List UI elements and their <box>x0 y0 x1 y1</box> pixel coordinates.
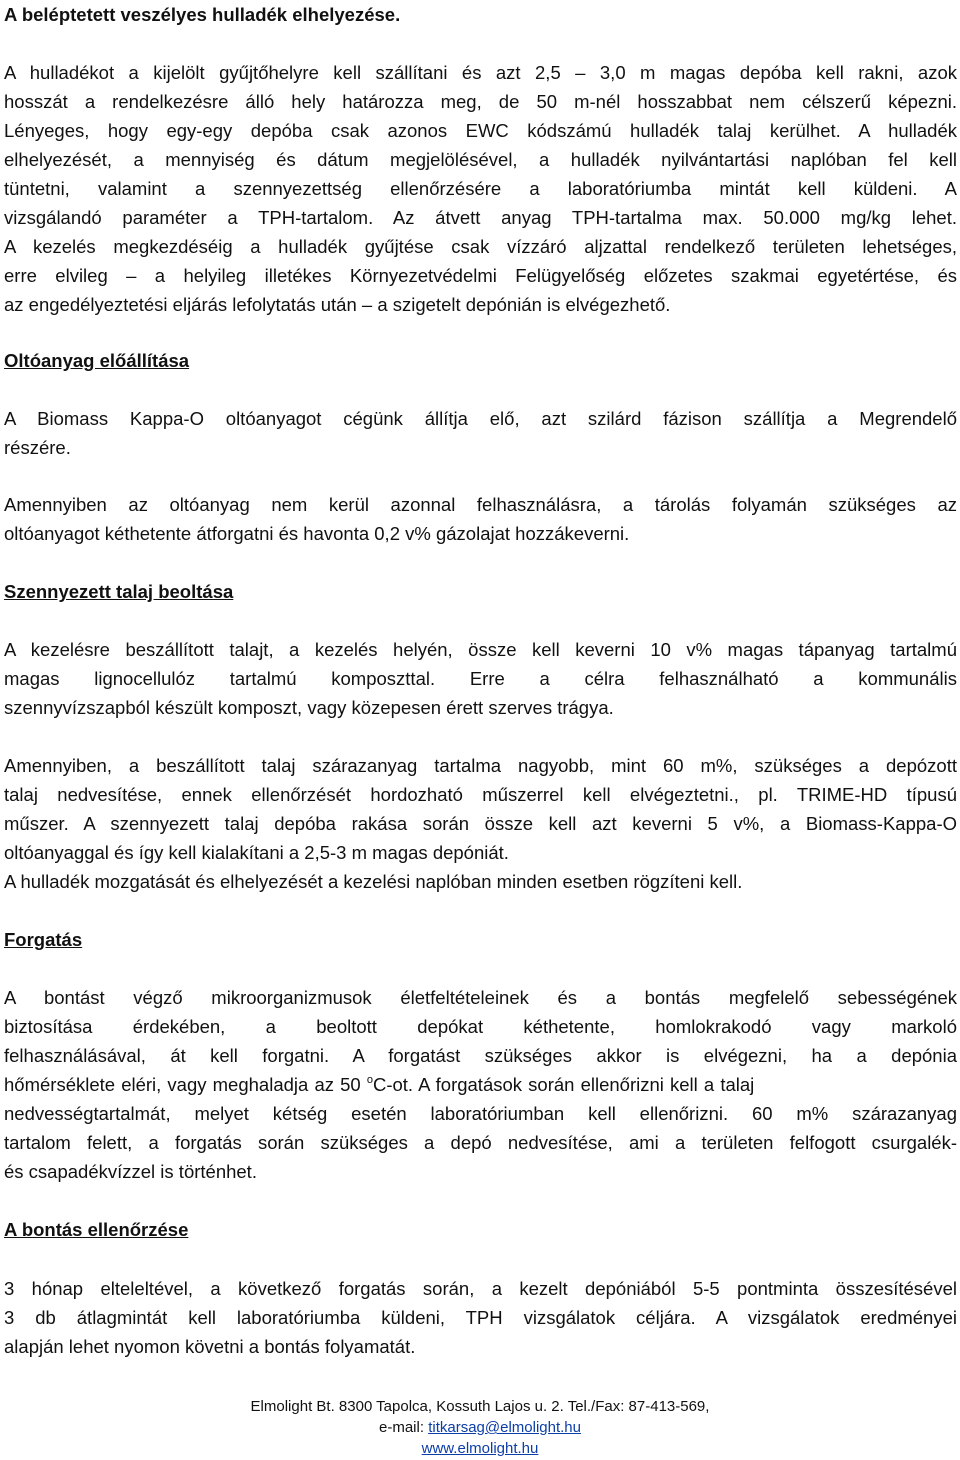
paragraph-line: A hulladékot a kijelölt gyűjtőhelyre kell szállítani és azt 2,5 – 3,0 m magas depóba kell rakni, azok <box>4 62 957 83</box>
paragraph-line: az engedélyeztetési eljárás lefolytatás után – a szigetelt depónián is elvégezhető. <box>4 294 671 315</box>
paragraph-line: talaj nedvesítése, ennek ellenőrzését hordozható műszerrel kell elvégeztetni., pl. TRIME-HD típusú <box>4 784 957 805</box>
paragraph-line: tüntetni, valamint a szennyezettség ellenőrzésére a laboratóriumba mintát kell küldeni. A <box>4 178 957 199</box>
paragraph-line: és csapadékvízzel is történhet. <box>4 1161 257 1182</box>
paragraph-line: elhelyezését, a mennyiség és dátum megjelölésével, a hulladék nyilvántartási naplóban fel kell <box>4 149 957 170</box>
footer-address: Elmolight Bt. 8300 Tapolca, Kossuth Lajos u. 2. Tel./Fax: 87-413-569, <box>250 1398 710 1415</box>
footer-email-link[interactable]: titkarsag@elmolight.hu <box>428 1419 581 1436</box>
paragraph-line: A hulladék mozgatását és elhelyezését a kezelési naplóban minden esetben rögzíteni kell. <box>4 871 743 892</box>
paragraph-line: A bontást végző mikroorganizmusok életfeltételeinek és a bontás megfelelő sebességének <box>4 987 957 1008</box>
paragraph-line: tartalom felett, a forgatás során szükséges a depó nedvesítése, ami a területen felfogott csurgalék- <box>4 1132 957 1153</box>
footer-website-link[interactable]: www.elmolight.hu <box>421 1440 539 1457</box>
paragraph-line: műszer. A szennyezett talaj depóba rakása során össze kell azt keverni 5 v%, a Biomass-Kappa-O <box>4 813 957 834</box>
section-title: A bontás ellenőrzése <box>4 1219 189 1240</box>
paragraph-line: A kezelés megkezdéséig a hulladék gyűjtése csak vízzáró aljzattal rendelkező területen lehetséges, <box>4 236 957 257</box>
temperature-text: hőmérséklete eléri, vagy meghaladja az 50 <box>4 1074 361 1095</box>
paragraph-line: hosszát a rendelkezésre álló hely határozza meg, de 50 m-nél hosszabbat nem célszerű képezni. <box>4 91 957 112</box>
footer-email-line <box>0 1417 960 1438</box>
section-title: Oltóanyag előállítása <box>4 350 190 371</box>
paragraph-line: alapján lehet nyomon követni a bontás folyamatát. <box>4 1336 416 1357</box>
paragraph-line: biztosítása érdekében, a beoltott depókat kéthetente, homlokrakodó vagy markoló <box>4 1016 957 1037</box>
paragraph-line: részére. <box>4 437 71 458</box>
paragraph-line: 3 hónap elteleltével, a következő forgatás során, a kezelt depóniából 5-5 pontminta összesítésével <box>4 1278 957 1299</box>
paragraph-line: vizsgálandó paraméter a TPH-tartalom. Az átvett anyag TPH-tartalma max. 50.000 mg/kg lehet. <box>4 207 957 228</box>
degree-superscript: o <box>366 1074 373 1086</box>
section-title: Szennyezett talaj beoltása <box>4 581 234 602</box>
paragraph-line: felhasználásával, át kell forgatni. A forgatást szükséges akkor is elvégezni, ha a depónia <box>4 1045 957 1066</box>
section-title: Forgatás <box>4 929 83 950</box>
paragraph-line: A Biomass Kappa-O oltóanyagot cégünk állítja elő, azt szilárd fázison szállítja a Megrendelő <box>4 408 957 429</box>
paragraph-line <box>4 1070 957 1099</box>
paragraph-line: A kezelésre beszállított talajt, a kezelés helyén, össze kell keverni 10 v% magas tápanyag tartalmú <box>4 639 957 660</box>
paragraph-line: oltóanyagot kéthetente átforgatni és havonta 0,2 v% gázolajat hozzákeverni. <box>4 523 630 544</box>
footer-website-line <box>0 1438 960 1459</box>
temperature-text-rest: C-ot. A forgatások során ellenőrizni kell a talaj <box>372 1074 755 1095</box>
footer-email-label: e-mail: <box>379 1419 429 1436</box>
section-title: A beléptetett veszélyes hulladék elhelyezése. <box>4 4 401 25</box>
paragraph-line: nedvességtartalmát, melyet kétség esetén laboratóriumban kell ellenőrizni. 60 m% szárazanyag <box>4 1103 957 1124</box>
paragraph-line: szennyvízszapból készült komposzt, vagy közepesen érett szerves trágya. <box>4 697 614 718</box>
paragraph-line: Lényeges, hogy egy-egy depóba csak azonos EWC kódszámú hulladék talaj kerülhet. A hulladék <box>4 120 957 141</box>
paragraph-line: Amennyiben az oltóanyag nem kerül azonnal felhasználásra, a tárolás folyamán szükséges az <box>4 494 957 515</box>
paragraph-line: erre elvileg – a helyileg illetékes Környezetvédelmi Felügyelőség előzetes szakmai egyetértése, és <box>4 265 957 286</box>
paragraph-line: magas lignocellulóz tartalmú komposzttal. Erre a célra felhasználható a kommunális <box>4 668 957 689</box>
paragraph-line: 3 db átlagmintát kell laboratóriumba küldeni, TPH vizsgálatok céljára. A vizsgálatok eredményei <box>4 1307 957 1328</box>
paragraph-line: Amennyiben, a beszállított talaj szárazanyag tartalma nagyobb, mint 60 m%, szükséges a depózott <box>4 755 957 776</box>
paragraph-line: oltóanyaggal és így kell kialakítani a 2,5-3 m magas depóniát. <box>4 842 509 863</box>
